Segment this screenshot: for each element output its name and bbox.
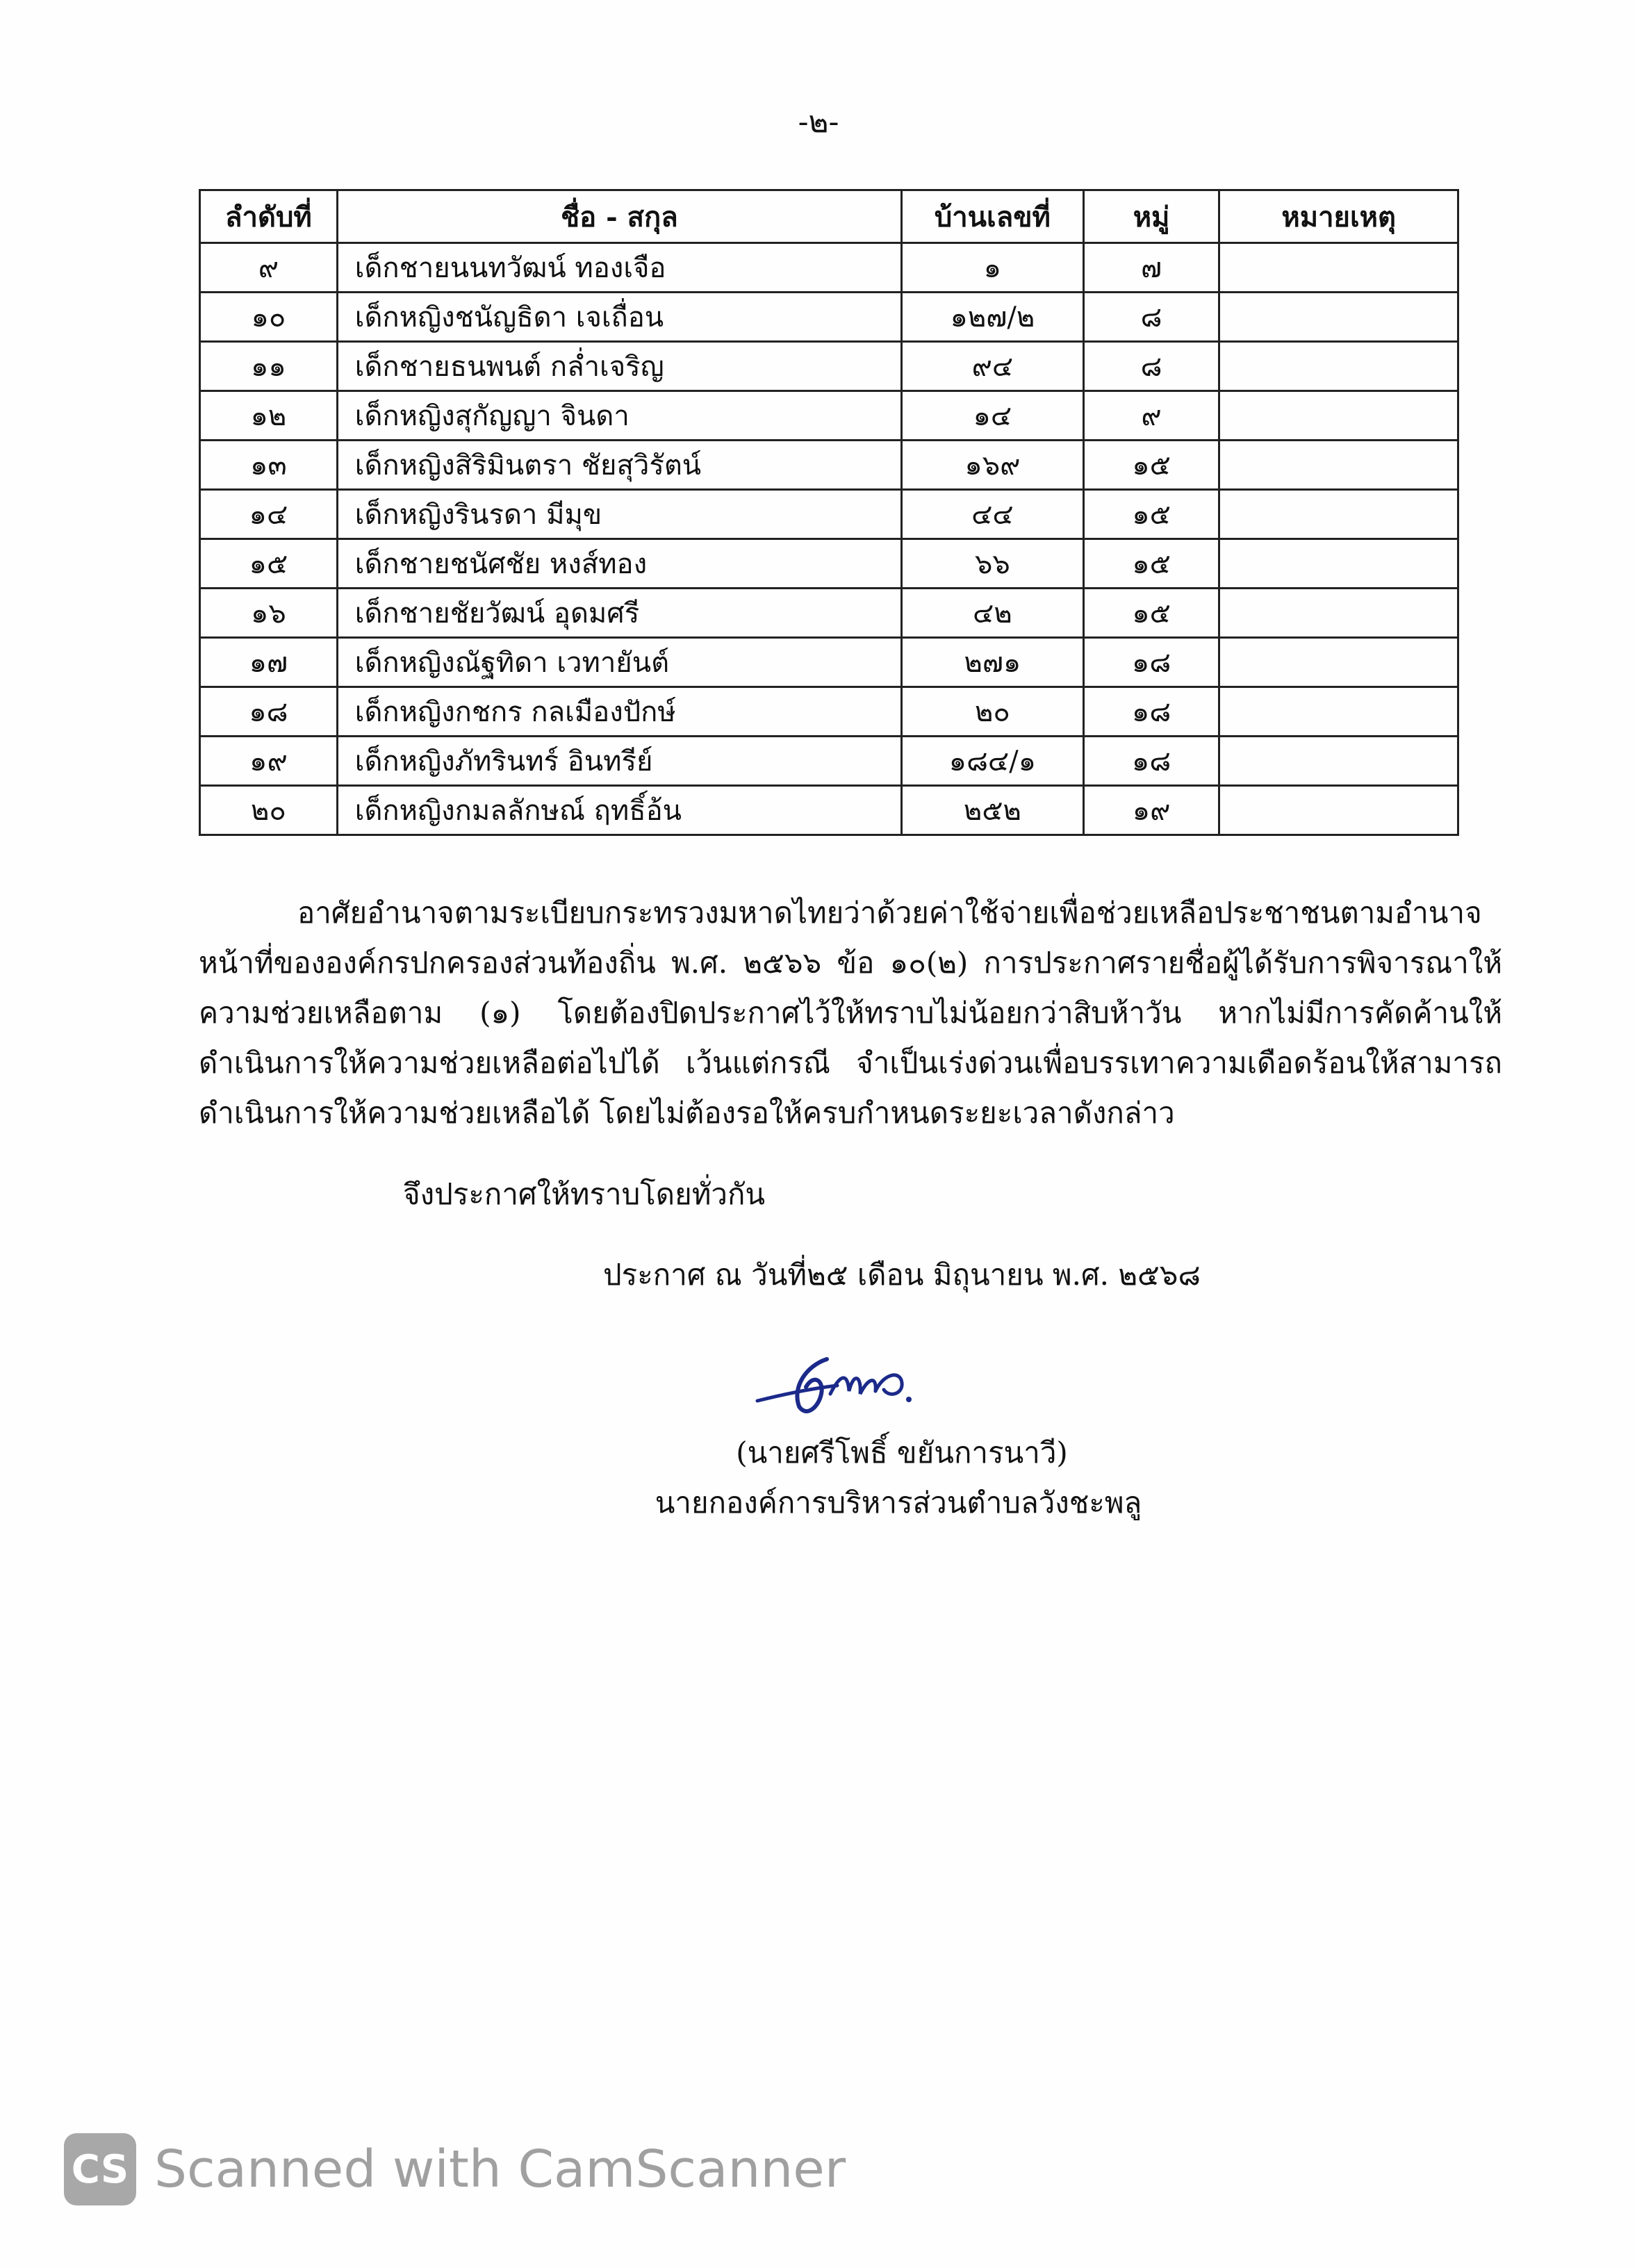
table-row bbox=[200, 293, 1458, 342]
cell-house-number: ๖๖ bbox=[902, 539, 1084, 589]
cell-moo: ๘ bbox=[1083, 293, 1219, 342]
cell-house-number: ๑๔ bbox=[902, 391, 1084, 441]
cell-moo: ๗ bbox=[1083, 243, 1219, 293]
header-name: ชื่อ - สกุล bbox=[337, 190, 901, 243]
cell-no: ๑๕ bbox=[200, 539, 338, 589]
table-row bbox=[200, 441, 1458, 490]
cell-house-number: ๒๐ bbox=[902, 687, 1084, 737]
cell-name: เด็กชายธนพนต์ กล่ำเจริญ bbox=[337, 342, 901, 391]
announcement-paragraph bbox=[199, 888, 1502, 1138]
cell-moo: ๑๘ bbox=[1083, 687, 1219, 737]
header-moo: หมู่ bbox=[1083, 190, 1219, 243]
table-row bbox=[200, 490, 1458, 539]
cell-note bbox=[1219, 687, 1458, 737]
cell-moo: ๑๙ bbox=[1083, 786, 1219, 835]
cell-note bbox=[1219, 293, 1458, 342]
cell-no: ๑๙ bbox=[200, 737, 338, 786]
cell-note bbox=[1219, 638, 1458, 687]
cell-note bbox=[1219, 737, 1458, 786]
table-header-row bbox=[200, 190, 1458, 243]
signature-graphic bbox=[598, 1345, 1126, 1422]
cell-note bbox=[1219, 342, 1458, 391]
cell-note bbox=[1219, 589, 1458, 638]
cell-name: เด็กหญิงกมลลักษณ์ ฤทธิ์อ้น bbox=[337, 786, 901, 835]
cell-note bbox=[1219, 539, 1458, 589]
table-row bbox=[200, 786, 1458, 835]
table-row bbox=[200, 687, 1458, 737]
cell-note bbox=[1219, 391, 1458, 441]
page-number: -๒- bbox=[798, 104, 839, 140]
header-house-number: บ้านเลขที่ bbox=[902, 190, 1084, 243]
cell-no: ๑๓ bbox=[200, 441, 338, 490]
cell-moo: ๘ bbox=[1083, 342, 1219, 391]
paragraph-text: อาศัยอำนาจตามระเบียบกระทรวงมหาดไทยว่าด้วยค่าใช้จ่ายเพื่อช่วยเหลือประชาชนตามอำนาจหน้าที่ขององค์กรปกครองส่วนท้องถิ่น พ.ศ. ๒๕๖๖ ข้อ ๑๐(๒) การประกาศรายชื่อผู้ได้รับการพิจารณาให้ความช่วยเหลือตาม (๑) โดยต้องปิดประกาศไว้ให้ทราบไม่น้อยกว่าสิบห้าวัน หากไม่มีการคัดค้านให้ดำเนินการให้ความช่วยเหลือต่อไปได้ เว้นแต่กรณี จำเป็นเร่งด่วนเพื่อบรรเทาความเดือดร้อนให้สามารถดำเนินการให้ความช่วยเหลือได้ โดยไม่ต้องรอให้ครบกำหนดระยะเวลาดังกล่าว bbox=[199, 896, 1502, 1130]
header-note: หมายเหตุ bbox=[1219, 190, 1458, 243]
cell-house-number: ๑๘๔/๑ bbox=[902, 737, 1084, 786]
recipient-table bbox=[199, 189, 1459, 836]
table-row bbox=[200, 243, 1458, 293]
cell-moo: ๑๕ bbox=[1083, 539, 1219, 589]
cell-note bbox=[1219, 490, 1458, 539]
cell-name: เด็กชายนนทวัฒน์ ทองเจือ bbox=[337, 243, 901, 293]
header-no: ลำดับที่ bbox=[200, 190, 338, 243]
camscanner-text: Scanned with CamScanner bbox=[154, 2139, 846, 2199]
cell-moo: ๑๕ bbox=[1083, 490, 1219, 539]
cell-moo: ๑๘ bbox=[1083, 737, 1219, 786]
cell-no: ๑๐ bbox=[200, 293, 338, 342]
cell-note bbox=[1219, 786, 1458, 835]
cell-name: เด็กหญิงชนัญธิดา เจเถื่อน bbox=[337, 293, 901, 342]
cell-name: เด็กหญิงสิริมินตรา ชัยสุวิรัตน์ bbox=[337, 441, 901, 490]
table-row bbox=[200, 539, 1458, 589]
cell-name: เด็กชายชนัศชัย หงส์ทอง bbox=[337, 539, 901, 589]
cell-house-number: ๙๔ bbox=[902, 342, 1084, 391]
cell-note bbox=[1219, 243, 1458, 293]
camscanner-watermark bbox=[64, 2133, 846, 2205]
cell-name: เด็กหญิงกชกร กลเมืองปักษ์ bbox=[337, 687, 901, 737]
signer-name: (นายศรีโพธิ์ ขยันการนาวี) bbox=[736, 1436, 1068, 1470]
table-row bbox=[200, 589, 1458, 638]
handwritten-signature bbox=[598, 1345, 1126, 1422]
signer-position: นายกองค์การบริหารส่วนตำบลวังชะพลู bbox=[655, 1486, 1142, 1520]
cell-house-number: ๑ bbox=[902, 243, 1084, 293]
cell-no: ๒๐ bbox=[200, 786, 338, 835]
table-row bbox=[200, 638, 1458, 687]
cell-note bbox=[1219, 441, 1458, 490]
cell-moo: ๑๕ bbox=[1083, 441, 1219, 490]
cell-moo: ๑๘ bbox=[1083, 638, 1219, 687]
cell-house-number: ๒๗๑ bbox=[902, 638, 1084, 687]
announcement-date: ประกาศ ณ วันที่๒๕ เดือน มิถุนายน พ.ศ. ๒๕๖๘ bbox=[603, 1258, 1201, 1292]
cell-name: เด็กหญิงณัฐทิดา เวทายันต์ bbox=[337, 638, 901, 687]
cell-name: เด็กหญิงภัทรินทร์ อินทรีย์ bbox=[337, 737, 901, 786]
cell-name: เด็กชายชัยวัฒน์ อุดมศรี bbox=[337, 589, 901, 638]
cell-moo: ๑๕ bbox=[1083, 589, 1219, 638]
camscanner-logo-icon: CS bbox=[64, 2133, 136, 2205]
cell-house-number: ๒๕๒ bbox=[902, 786, 1084, 835]
cell-house-number: ๑๖๙ bbox=[902, 441, 1084, 490]
cell-name: เด็กหญิงรินรดา มีมุข bbox=[337, 490, 901, 539]
cell-house-number: ๑๒๗/๒ bbox=[902, 293, 1084, 342]
cell-no: ๑๑ bbox=[200, 342, 338, 391]
table-row bbox=[200, 737, 1458, 786]
cell-name: เด็กหญิงสุกัญญา จินดา bbox=[337, 391, 901, 441]
cell-no: ๑๘ bbox=[200, 687, 338, 737]
closing-statement: จึงประกาศให้ทราบโดยทั่วกัน bbox=[403, 1177, 766, 1211]
cell-no: ๑๗ bbox=[200, 638, 338, 687]
cell-no: ๑๖ bbox=[200, 589, 338, 638]
cell-no: ๙ bbox=[200, 243, 338, 293]
cell-house-number: ๔๔ bbox=[902, 490, 1084, 539]
table-row bbox=[200, 391, 1458, 441]
cell-no: ๑๒ bbox=[200, 391, 338, 441]
cell-no: ๑๔ bbox=[200, 490, 338, 539]
cell-moo: ๙ bbox=[1083, 391, 1219, 441]
cell-house-number: ๔๒ bbox=[902, 589, 1084, 638]
table-row bbox=[200, 342, 1458, 391]
